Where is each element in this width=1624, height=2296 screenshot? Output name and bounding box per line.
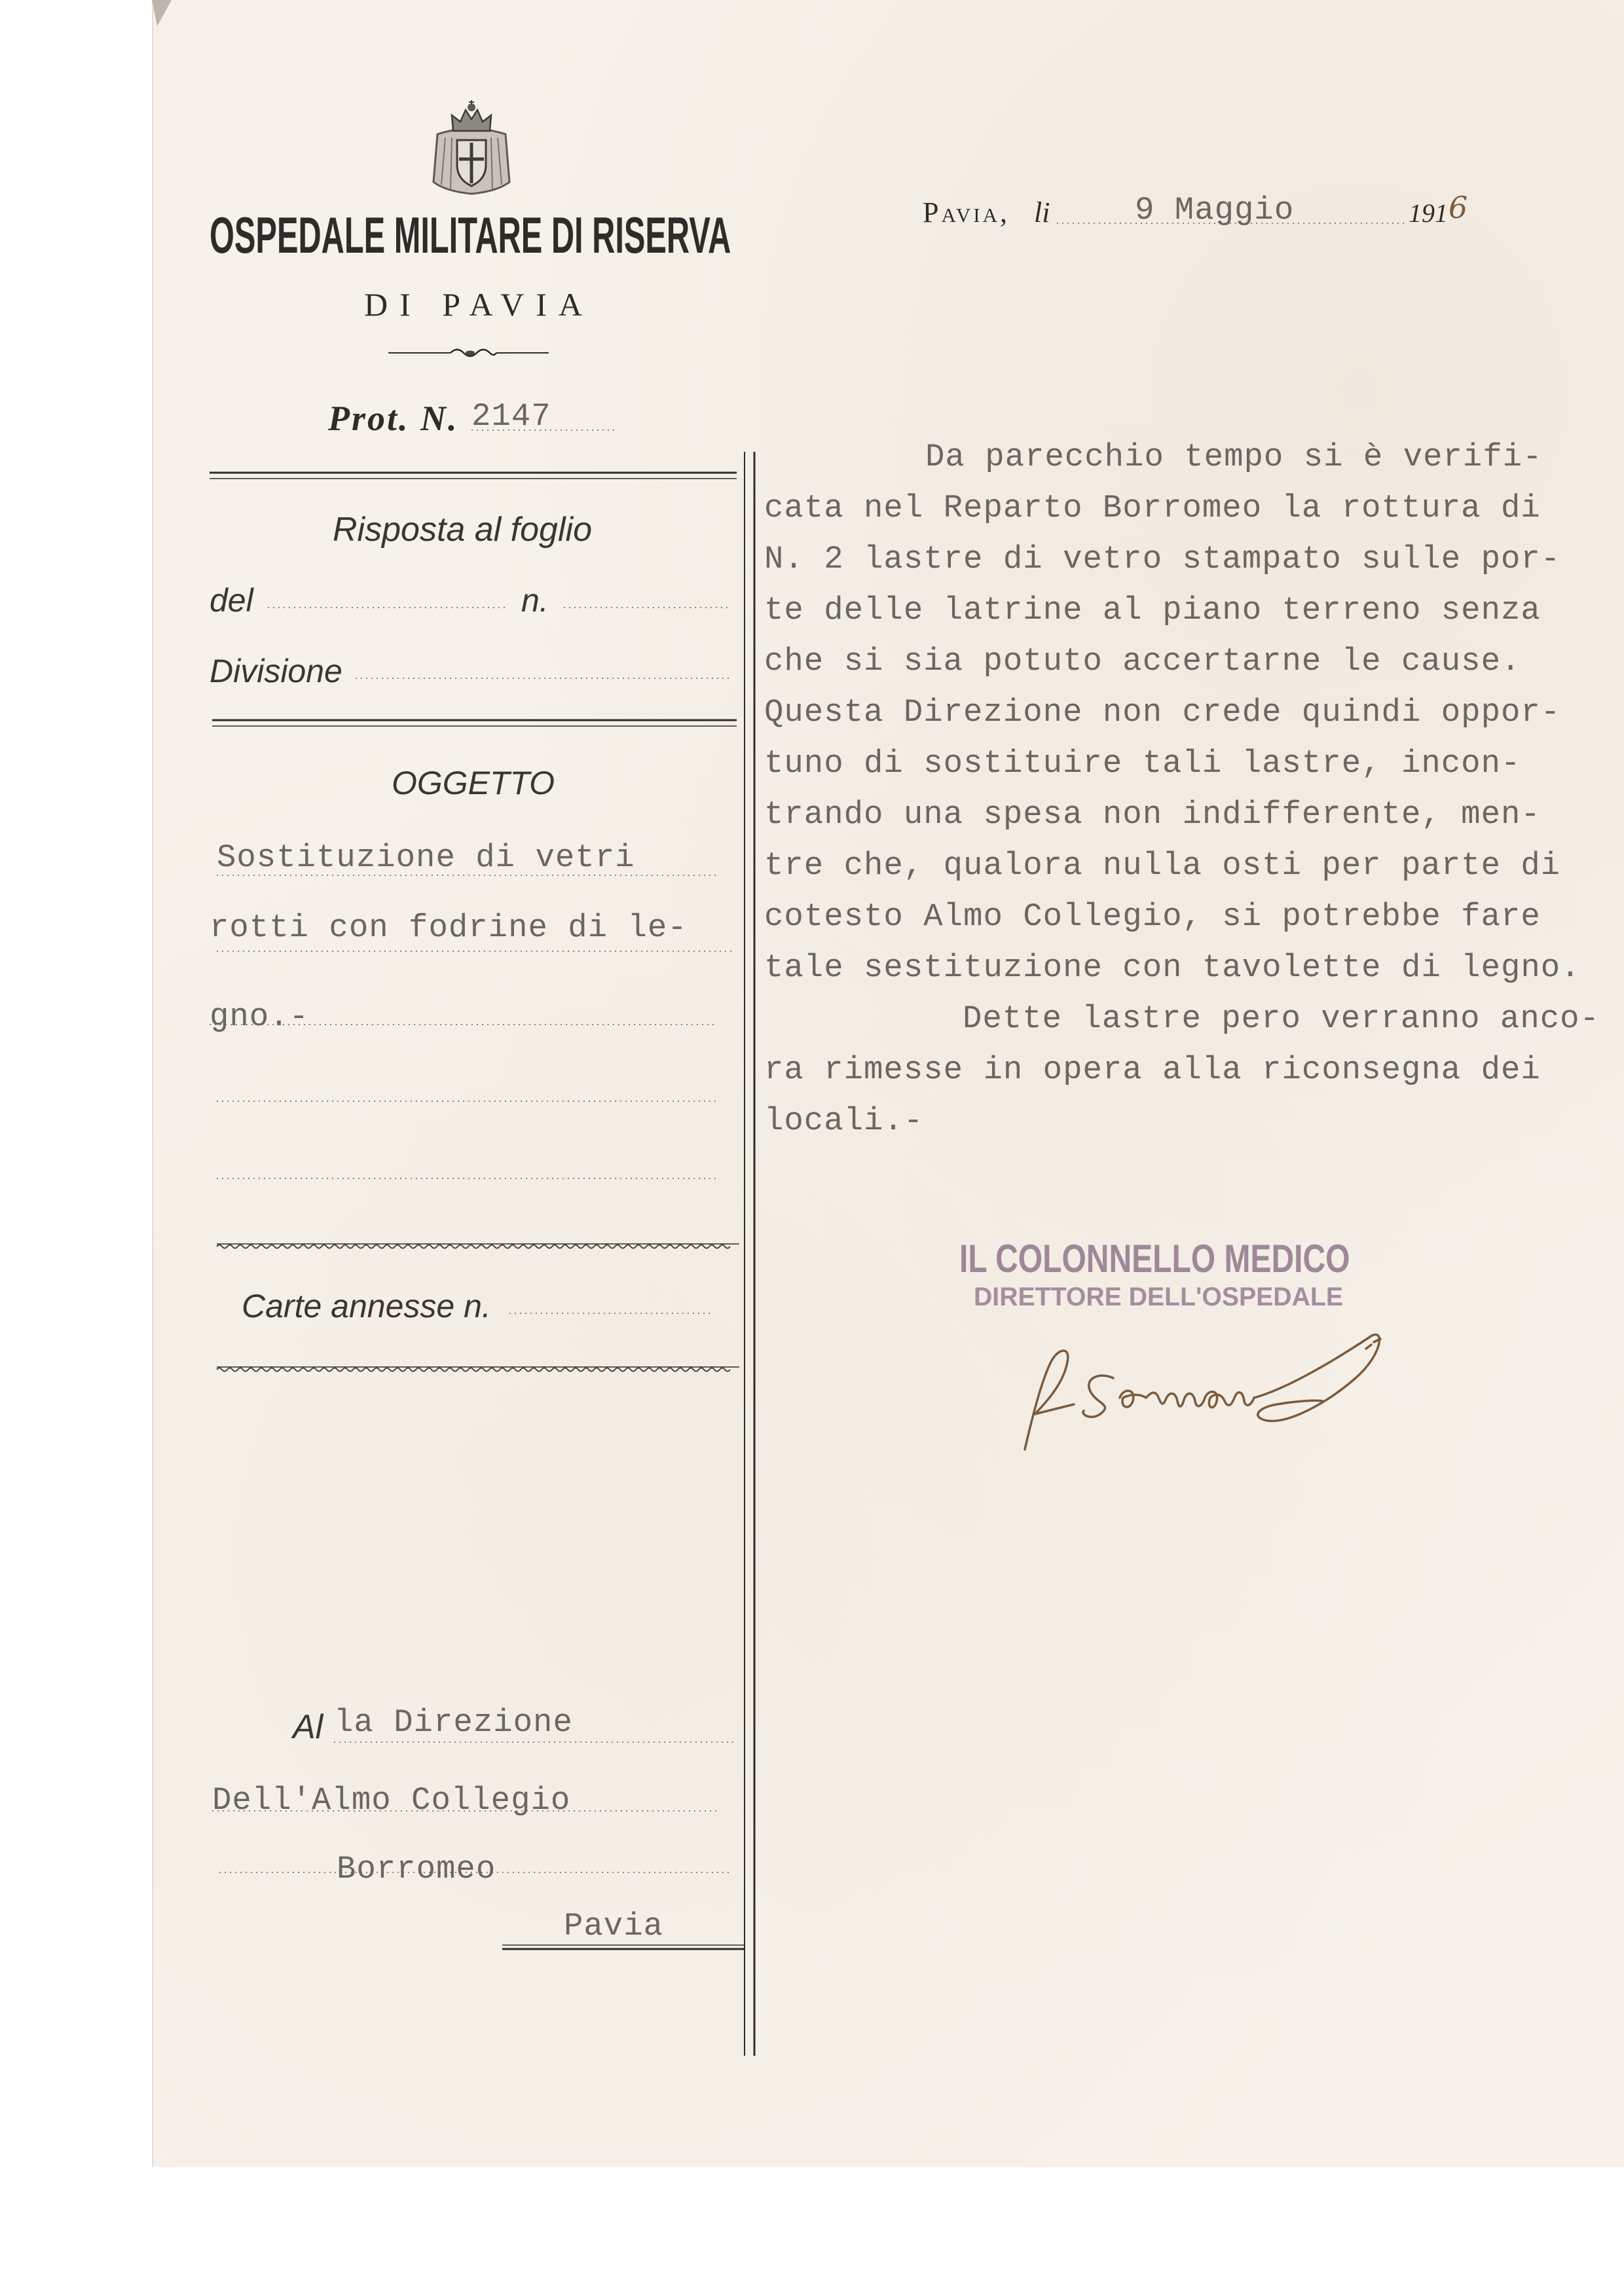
body-line: N. 2 lastre di vetro stampato sulle por-: [764, 541, 1561, 577]
attachments-label: Carte annesse n.: [242, 1288, 491, 1324]
subject-line: rotti con fodrine di le-: [210, 909, 688, 946]
recipient-line: Dell'Almo Collegio: [212, 1782, 571, 1819]
date-year-printed: 191: [1409, 198, 1448, 228]
institution-title: [210, 206, 1044, 264]
protocol-number: 2147: [471, 398, 551, 435]
institution-title-text: OSPEDALE MILITARE DI RISERVA: [210, 206, 731, 264]
body-line: tuno di sostituire tali lastre, incon-: [764, 745, 1521, 782]
signature: [1015, 1316, 1388, 1460]
signature-name: [1120, 1391, 1254, 1407]
signature-capital: [1083, 1376, 1113, 1417]
wavy-divider-wave: [217, 1368, 730, 1372]
wavy-divider-wave: [217, 1245, 730, 1248]
recipient-line: Borromeo: [337, 1851, 496, 1887]
body-line: tale sestituzione con tavolette di legno.: [764, 949, 1581, 986]
date-li: li: [1034, 196, 1050, 228]
body-line: trando una spesa non indifferente, men-: [764, 796, 1541, 833]
letter-body: [764, 431, 1609, 1146]
stamp-title-text: IL COLONNELLO MEDICO: [959, 1237, 1350, 1281]
date-day-month: 9 Maggio: [1135, 192, 1295, 228]
subject-line: gno.-: [210, 998, 310, 1035]
body-line: ra rimesse in opera alla riconsegna dei: [764, 1051, 1541, 1088]
paper-corner-mark: [152, 0, 172, 26]
recipient-line: la Direzione: [334, 1704, 573, 1741]
body-line: Dette lastre pero verranno anco-: [963, 1000, 1600, 1037]
body-line: tre che, qualora nulla osti per parte di: [764, 847, 1561, 884]
body-line: Da parecchio tempo si è verifi-: [925, 439, 1543, 475]
body-line: cotesto Almo Collegio, si potrebbe fare: [764, 898, 1541, 935]
signature-flourish: [1254, 1334, 1379, 1421]
n-label: n.: [521, 582, 549, 619]
division-label: Divisione: [210, 653, 342, 689]
royal-crest-icon: [434, 100, 509, 194]
subject-line: Sostituzione di vetri: [217, 839, 635, 876]
wavy-divider-upper: [217, 1244, 739, 1248]
wavy-divider-lower: [217, 1367, 739, 1372]
body-line: te delle latrine al piano terreno senza: [764, 592, 1541, 629]
institution-city: DI PAVIA: [363, 286, 594, 323]
del-label: del: [210, 582, 253, 619]
recipient-prefix: Al: [293, 1708, 323, 1746]
body-line: Questa Direzione non crede quindi oppor-: [764, 694, 1561, 731]
date-place: Pavia,: [923, 196, 1010, 228]
protocol-label: Prot. N.: [328, 399, 459, 438]
stamp-subtitle: [974, 1284, 1351, 1310]
body-line: cata nel Reparto Borromeo la rottura di: [764, 490, 1541, 526]
ornament-divider: [388, 350, 549, 356]
crest-crown: [452, 110, 491, 131]
ornament-center: [466, 351, 475, 355]
subject-heading: OGGETTO: [391, 765, 555, 801]
body-line: locali.-: [764, 1102, 924, 1139]
recipient-line: Pavia: [564, 1908, 664, 1944]
date-year-handwritten: 6: [1449, 190, 1468, 225]
stamp-title: [959, 1239, 1448, 1279]
reply-label: Risposta al foglio: [333, 511, 592, 549]
stamp-subtitle-text: DIRETTORE DELL'OSPEDALE: [974, 1283, 1343, 1311]
signature-initial: [1025, 1351, 1074, 1449]
body-line: che si sia potuto accertarne le cause.: [764, 643, 1521, 680]
